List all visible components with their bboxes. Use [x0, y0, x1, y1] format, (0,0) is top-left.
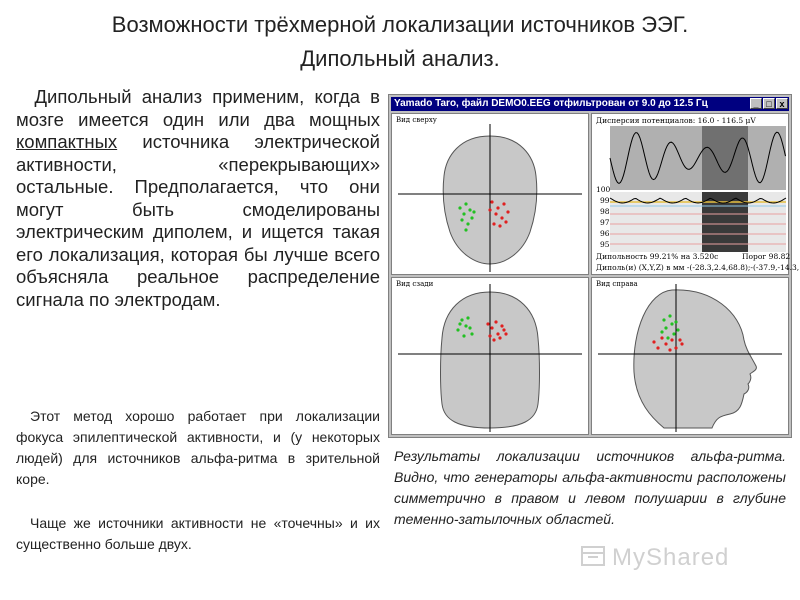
dipole-right-marker [498, 336, 501, 339]
dipole-right-marker [678, 338, 681, 341]
pane-top-label: Вид сверху [396, 116, 437, 124]
eeg-scale-2: 98 [600, 207, 610, 216]
dipole-right-marker [500, 216, 503, 219]
dipole-left-marker [460, 318, 463, 321]
dipole-left-marker [464, 202, 467, 205]
eeg-scale-0: 100 [596, 185, 611, 194]
dipole-left-marker [666, 336, 669, 339]
dipole-left-marker [672, 332, 675, 335]
eeg-traces [592, 114, 791, 274]
dipole-left-marker [458, 206, 461, 209]
minimize-button[interactable]: _ [750, 98, 762, 109]
dipole-left-marker [466, 316, 469, 319]
dipole-right-marker [496, 206, 499, 209]
dipole-left-marker [456, 328, 459, 331]
method-note-text: Этот метод хорошо работает при локализации фокуса эпилептической активности, и (у некоторых людей) для источников альфа-ритма в зрительной коре. [16, 408, 380, 487]
sources-note [16, 513, 380, 555]
dipole-right-marker [490, 326, 493, 329]
dipole-left-marker [470, 216, 473, 219]
dipole-left-marker [464, 228, 467, 231]
dipole-right-marker [494, 212, 497, 215]
eeg-window [388, 94, 800, 438]
top-view-head [392, 114, 588, 274]
dipole-left-marker [664, 326, 667, 329]
main-paragraph [16, 86, 380, 311]
dipole-right-marker [492, 222, 495, 225]
eeg-dispersion: Дисперсия потенциалов: 16.0 - 116.5 μV [596, 116, 756, 125]
para-after: источника электрической активности, «перекрывающих» остальные. Предполагается, что они могут быть смоделированы электрическим диполем, и ищется такая его локализация, которая бы лучше всего объясняла реальное распределение сигнала по электродам. [16, 131, 380, 310]
pane-top-view[interactable] [391, 113, 589, 275]
right-view-head [592, 278, 788, 434]
pane-right-view[interactable] [591, 277, 789, 435]
dipole-right-marker [506, 210, 509, 213]
sources-note-text: Чаще же источники активности не «точечны» и их существенно больше двух. [16, 515, 380, 552]
dipole-left-marker [472, 210, 475, 213]
dipole-left-marker [668, 314, 671, 317]
eeg-dipoles: Диполь(и) (X,Y,Z) в мм -(-28.3,2.4,68.8);-(-37.9,-14.3, [596, 263, 800, 272]
dipole-right-marker [680, 342, 683, 345]
dipole-left-marker [464, 324, 467, 327]
dipole-right-marker [652, 340, 655, 343]
dipole-right-marker [492, 338, 495, 341]
pane-eeg-traces[interactable] [591, 113, 800, 275]
dipole-right-marker [668, 348, 671, 351]
watermark-text: MyShared [612, 544, 730, 571]
maximize-button[interactable]: □ [763, 98, 775, 109]
eeg-scale-5: 95 [600, 240, 610, 249]
eeg-dipolarity: Дипольность 99.21% на 3.520с [596, 252, 719, 261]
dipole-right-marker [498, 224, 501, 227]
dipole-right-marker [502, 328, 505, 331]
slide-title [0, 8, 800, 76]
dipole-left-marker [462, 334, 465, 337]
dipole-right-marker [486, 322, 489, 325]
close-button[interactable]: x [776, 98, 788, 109]
pane-right-label: Вид справа [596, 280, 638, 288]
dipole-right-marker [660, 336, 663, 339]
dipole-left-marker [470, 332, 473, 335]
dipole-left-marker [674, 320, 677, 323]
dipole-left-marker [662, 318, 665, 321]
dipole-right-marker [488, 334, 491, 337]
dipole-right-marker [504, 220, 507, 223]
dipole-left-marker [468, 208, 471, 211]
dipole-right-marker [502, 202, 505, 205]
dipole-left-marker [676, 328, 679, 331]
dipole-right-marker [504, 332, 507, 335]
eeg-scale-1: 99 [600, 196, 610, 205]
pane-back-label: Вид сзади [396, 280, 434, 288]
slide-title-line2: Дипольный анализ. [300, 46, 500, 71]
back-view-head [392, 278, 588, 434]
para-underlined: компактных [16, 131, 118, 152]
dipole-right-marker [490, 200, 493, 203]
figure-caption: Результаты локализации источников альфа-ритма. Видно, что генераторы альфа-активности расположены симметрично в правом и левом полушарии в глубине теменно-затылочных областей. [394, 448, 786, 527]
window-title: Yamado Taro, файл DEMO0.EEG отфильтрован от 9.0 до 12.5 Гц [394, 98, 708, 109]
dipole-right-marker [500, 324, 503, 327]
dipole-right-marker [488, 208, 491, 211]
pane-back-view[interactable] [391, 277, 589, 435]
dipole-right-marker [670, 338, 673, 341]
eeg-scale-3: 97 [600, 218, 610, 227]
dipole-left-marker [460, 218, 463, 221]
dipole-left-marker [670, 322, 673, 325]
para-before: Дипольный анализ применим, когда в мозге имеется один или два мощных [16, 86, 380, 130]
dipole-right-marker [494, 320, 497, 323]
dipole-left-marker [660, 330, 663, 333]
dipole-right-marker [656, 346, 659, 349]
dipole-left-marker [468, 326, 471, 329]
window-titlebar[interactable] [391, 97, 789, 111]
watermark-icon [580, 543, 606, 569]
dipole-left-marker [462, 212, 465, 215]
method-note [16, 406, 380, 490]
dipole-left-marker [466, 222, 469, 225]
dipole-right-marker [496, 332, 499, 335]
eeg-threshold: Порог 98.82 [742, 252, 791, 261]
eeg-scale-4: 96 [600, 229, 610, 238]
dipole-left-marker [458, 322, 461, 325]
dipole-right-marker [674, 346, 677, 349]
slide-title-line1: Возможности трёхмерной локализации источников ЭЭГ. [111, 12, 689, 37]
dipole-right-marker [664, 342, 667, 345]
